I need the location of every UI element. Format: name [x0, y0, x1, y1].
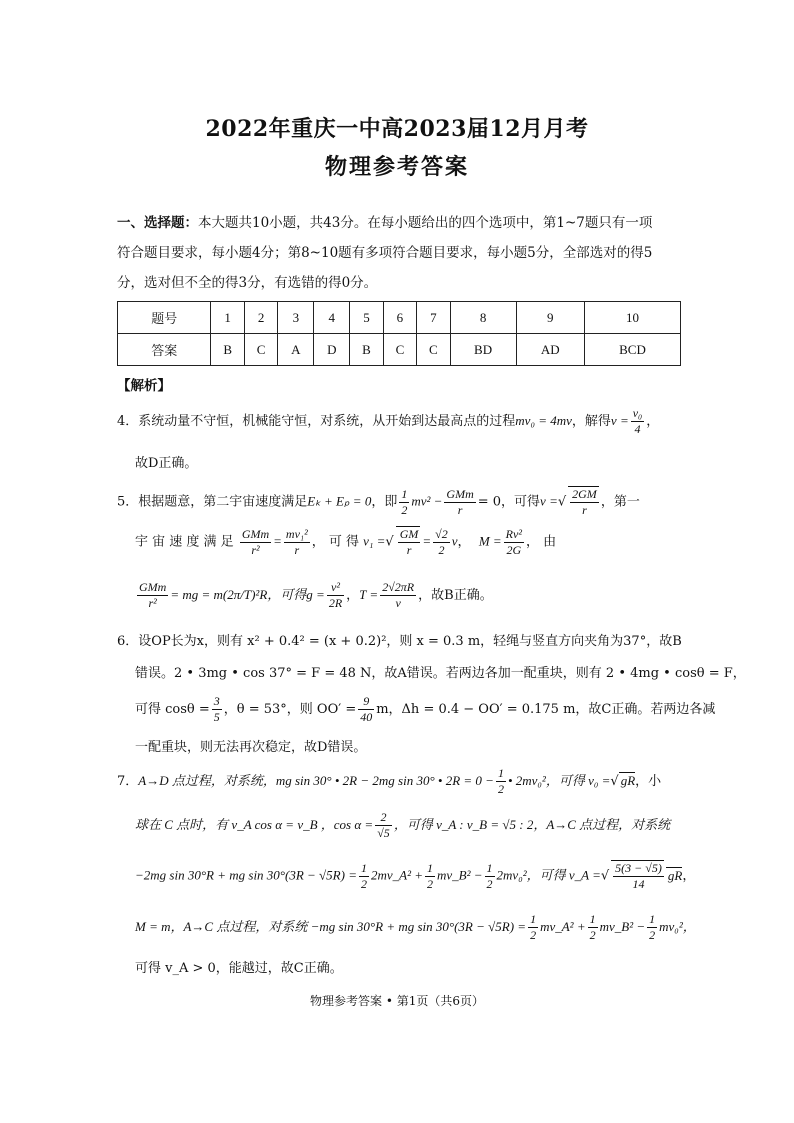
frac-den: 40 [360, 710, 373, 724]
q5-fraction [240, 527, 271, 558]
q7-fraction [496, 766, 506, 797]
q7-line-1: 7．A→D 点过程，对系统，mg sin 30° • 2R − 2mg sin 30° • 2R = 0 − $\frac{1}{2}$ • 2mv₀²，可得 v₀ =√ gR，小 [117, 766, 662, 796]
q5-equation: (2π/T)² [222, 587, 260, 602]
frac-den: r² [251, 542, 260, 557]
q5-fraction [284, 527, 310, 558]
a-cell: C [383, 334, 416, 366]
q5-line-3 [135, 580, 493, 611]
q5-sqrt [568, 486, 599, 518]
q5-text: ，第一 [600, 494, 640, 510]
q6-line-1 [117, 630, 682, 649]
q6-line-4: 一配重块，则无法再次稳定，故D错误。 [135, 740, 367, 755]
q5-text: 根据题意，第二宇宙速度满足 [138, 494, 308, 510]
a-cell: A [278, 334, 314, 366]
frac-num: 1 [530, 912, 537, 926]
question-number-row [118, 302, 681, 334]
q7-equation: M = m，A→C 点过程，对系统 −mg sin 30°R + mg sin 30°(3R − √5R) = [135, 919, 527, 934]
instructions-text-1: 本大题共10小题，共43分。在每小题给出的四个选项中，第1~7题只有一项 [198, 215, 653, 231]
frac-num: 1 [589, 912, 596, 926]
q7-equation: 球在 C 点时，有 v_A cos α = v_B ，cos α = [135, 817, 374, 832]
frac-num: v² [327, 580, 344, 596]
q7-equation: mv₀²， [659, 919, 696, 934]
q7-equation: ，可得 v_A : v_B = √5 : 2，A→C 点过程，对系统 [393, 817, 671, 832]
q4-equation: v = [610, 413, 629, 428]
section-instructions [117, 208, 687, 298]
frac-den: 2 [589, 928, 596, 942]
q7-sqrt [611, 860, 664, 892]
q-cell: 5 [350, 302, 383, 334]
q4-line-1: 4．系统动量不守恒，机械能守恒，对系统，从开始到达最高点的过程mv₀ = 4mv，解得v = $\frac{\text{v₀}}{4}$ ， [117, 406, 660, 436]
frac-num: 2√2πR [382, 580, 415, 594]
frac-num: 1 [401, 486, 408, 501]
q5-equation: = mg = m [170, 587, 223, 602]
frac-den: 2G [506, 542, 522, 557]
frac-num: 9 [358, 694, 374, 710]
q5-equation: T = [359, 587, 379, 602]
q6-text: 可得 cosθ = [135, 702, 210, 717]
q5-fraction [504, 527, 524, 558]
q5-equation: Eₖ + Eₚ = 0 [307, 493, 372, 509]
a-cell: C [417, 334, 450, 366]
frac-den: 2 [401, 502, 408, 517]
q5-fraction [137, 580, 168, 611]
q5-equation: = [422, 533, 432, 549]
frac-den: r [294, 542, 300, 557]
q5-equation: mv² − [411, 493, 443, 509]
section-lead: 一、选择题： [117, 215, 198, 231]
frac-den: 2R [328, 596, 343, 610]
q-cell: 7 [417, 302, 450, 334]
frac-num: 3 [213, 694, 220, 708]
q5-number: 5． [117, 494, 139, 510]
q7-line-3: −2mg sin 30°R + mg sin 30°(3R − √5R) = $\frac{1}{2}$ 2mv_A² + $\frac{1}{2}$ mv_B² − $\frac{1}{2}$ 2mv₀²，可得 v_A =√ $\frac{5(3 - √5)}{14}$ gR， [135, 860, 696, 891]
q4-line-2: 故D正确。 [135, 456, 198, 471]
q5-fraction [399, 487, 409, 518]
q7-equation: 2mv_A² + [370, 867, 424, 883]
q7-text: ， [682, 868, 696, 884]
q5-text: ， 可 得 [311, 534, 359, 550]
frac-den: 2 [649, 928, 656, 942]
q7-text: ，小 [635, 774, 662, 789]
q5-text: ，即 [371, 494, 398, 510]
q4-text: 系统动量不守恒，机械能守恒，对系统，从开始到达最高点的过程 [138, 414, 516, 429]
frac-den: 2 [486, 876, 493, 891]
frac-den: 5 [213, 710, 220, 724]
frac-den: 4 [634, 422, 641, 436]
q-cell: 9 [516, 302, 584, 334]
q7-number: 7． [117, 774, 139, 789]
q6-text: m，Δh = 0.4 − OO′ = 0.175 m，故C正确。若两边各减 [376, 702, 716, 717]
q5-text: 宇 宙 速 度 满 足 [135, 534, 234, 550]
q-cell: 6 [383, 302, 416, 334]
q5-equation: v = [540, 493, 558, 509]
frac-num: 1 [360, 860, 367, 875]
a-cell: B [211, 334, 244, 366]
frac-den: r [457, 502, 463, 517]
q-cell: 2 [244, 302, 277, 334]
q7-equation: mv_B² − [599, 919, 646, 934]
q7-equation: mv_A² + [540, 919, 586, 934]
q7-fraction [375, 810, 392, 841]
q5-text: = 0，可得 [477, 494, 541, 510]
frac-den: 2 [497, 782, 504, 796]
q4-number: 4． [117, 414, 139, 429]
a-cell: BCD [584, 334, 680, 366]
q6-line-2: 错误。2 • 3mg • cos 37° = F = 48 N，故A错误。若两边各加一配重块，则有 2 • 4mg • cosθ = F， [135, 666, 746, 681]
frac-num: 1 [649, 912, 656, 926]
q-cell: 3 [278, 302, 314, 334]
answer-table [117, 301, 681, 366]
q7-equation: • 2mv₀²，可得 v₀ = [507, 773, 611, 788]
q7-line-2 [135, 810, 670, 841]
instructions-line-3: 分，选对但不全的得3分，有选错的得0分。 [117, 275, 378, 291]
frac-den: v [395, 596, 401, 610]
frac-num: 1 [427, 860, 434, 875]
frac-den: 2 [438, 542, 445, 557]
q5-fraction [433, 527, 450, 558]
q6-fraction [358, 694, 374, 725]
instructions-line-2: 符合题目要求，每小题4分；第8~10题有多项符合题目要求，每小题5分，全部选对的得5 [117, 245, 653, 261]
q6-text: 设OP长为x，则有 x² + 0.4² = (x + 0.2)²，则 x = 0.3 m，轻绳与竖直方向夹角为37°，故B [138, 634, 682, 649]
frac-den: 2 [530, 928, 537, 942]
q7-fraction [647, 912, 657, 943]
a-cell: BD [450, 334, 516, 366]
page-footer: 物理参考答案 • 第1页（共6页） [310, 994, 484, 1008]
frac-num: GMm [241, 526, 270, 541]
exam-title: 2022年重庆一中高2023届12月月考 [205, 116, 589, 142]
frac-den: r [582, 503, 587, 517]
q5-equation: = [273, 533, 282, 549]
q5-equation: v [451, 533, 458, 549]
a-cell: C [244, 334, 277, 366]
q5-text: ， [346, 588, 360, 603]
q7-equation: A→D 点过程，对系统，mg sin 30° • 2R − 2mg sin 30° • 2R = 0 − [138, 773, 494, 788]
frac-num: GM [399, 527, 419, 541]
q5-fraction [380, 580, 416, 611]
q5-equation: g = [306, 587, 325, 602]
row-label-question: 题号 [118, 302, 211, 334]
q5-text: ，故B正确。 [418, 588, 493, 603]
q4-equation: mv₀ = 4mv [515, 413, 572, 428]
frac-den: 2 [427, 876, 434, 891]
q-cell: 4 [314, 302, 350, 334]
a-cell: B [350, 334, 383, 366]
frac-num: 2GM [572, 487, 597, 501]
q7-line-5: 可得 v_A > 0，能越过，故C正确。 [135, 961, 343, 976]
frac-den: r [406, 543, 412, 557]
q5-line-1: 5．根据题意，第二宇宙速度满足Eₖ + Eₚ = 0，即 $\frac{1}{2}$ mv² − $\frac{\text{GMm}}{r}$ = 0，可得v =√ $\frac{2GM}{r}$ ，第一 [117, 486, 640, 517]
q5-fraction [327, 580, 344, 611]
q7-sqrt: gR [620, 773, 636, 788]
analysis-header: 【解析】 [117, 378, 171, 394]
frac-den: r² [148, 596, 157, 610]
exam-subtitle: 物理参考答案 [324, 154, 469, 180]
q7-fraction [588, 912, 598, 943]
q7-fraction [359, 861, 369, 892]
q5-equation: v₁ = [363, 533, 386, 549]
q7-equation: −2mg sin 30°R + mg sin 30°(3R − √5R) = [135, 867, 357, 883]
q5-line-2: 宇 宙 速 度 满 足 $\frac{\text{GMm}}{\text{r²}}$ = $\frac{\text{mv₁²}}{r}$ ， 可 得 v₁ =√ $\frac{GM}{r}$ = $\frac{√2}{2}$ v， M = $\frac{\text{Rv²}}{2G}$ ， 由 [135, 526, 557, 557]
q7-equation: 2mv₀²，可得 v_A = [496, 867, 601, 883]
q6-text: ，θ = 53°，则 OO′ = [223, 702, 357, 717]
q7-equation: gR [667, 867, 683, 883]
q7-fraction [425, 861, 435, 892]
a-cell: D [314, 334, 350, 366]
a-cell: AD [516, 334, 584, 366]
frac-num: v₀ [632, 406, 643, 420]
q5-text: ， [457, 534, 471, 550]
frac-num: 1 [486, 860, 493, 875]
q7-fraction [485, 861, 495, 892]
row-label-answer: 答案 [118, 334, 211, 366]
q6-fraction [212, 694, 222, 725]
q-cell: 1 [211, 302, 244, 334]
q7-fraction [528, 912, 538, 943]
frac-num: 1 [497, 766, 504, 780]
frac-num: 5(3 − √5) [615, 861, 662, 875]
q4-fraction [631, 406, 645, 437]
q7-equation: mv_B² − [437, 867, 483, 883]
q-cell: 8 [450, 302, 516, 334]
frac-den: 14 [632, 877, 645, 891]
q-cell: 10 [584, 302, 680, 334]
frac-num: 2 [375, 810, 392, 826]
q7-line-4 [135, 912, 696, 943]
q4-text: ，解得 [571, 414, 611, 429]
instructions-line-1 [117, 208, 687, 238]
frac-num: √2 [435, 526, 448, 541]
q5-equation: R，可得 [259, 587, 307, 602]
q5-text: ， 由 [525, 534, 557, 550]
q5-fraction [444, 487, 475, 518]
frac-num: Rv² [505, 526, 522, 541]
q6-line-3 [135, 694, 715, 725]
frac-num: GMm [446, 486, 474, 501]
frac-den: √5 [377, 826, 390, 840]
q5-equation: M = [478, 533, 502, 549]
q5-sqrt [396, 526, 421, 558]
frac-den: 2 [360, 876, 367, 891]
answer-row [118, 334, 681, 366]
frac-num: GMm [139, 580, 167, 594]
frac-num: mv₁² [285, 526, 308, 541]
q6-number: 6． [117, 634, 139, 649]
